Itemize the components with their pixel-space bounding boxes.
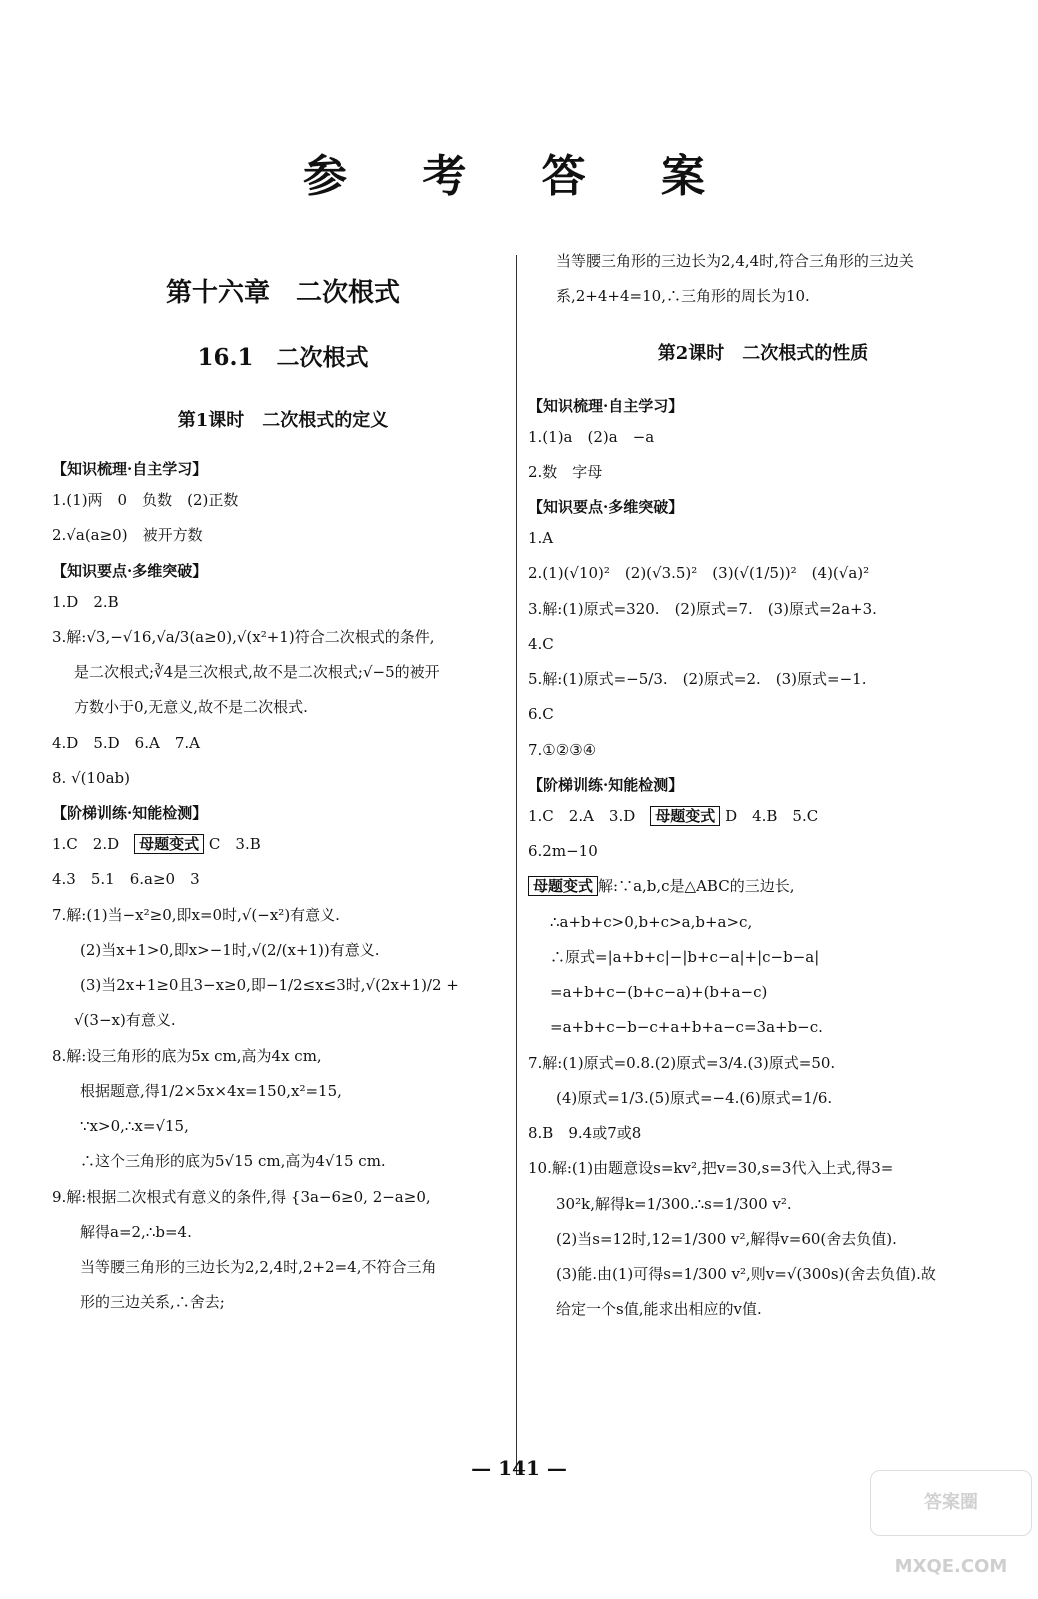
answer-line: 2.(1)(√10)² (2)(√3.5)² (3)(√(1/5))² (4)(√a)²: [528, 564, 870, 583]
page-title: 参 考 答 案: [303, 151, 735, 202]
answer-line: 当等腰三角形的三边长为2,2,4时,2+2=4,不符合三角: [80, 1258, 437, 1276]
variant-badge: 母题变式: [650, 806, 720, 826]
answer-line: 3.解:(1)原式=320. (2)原式=7. (3)原式=2a+3.: [528, 599, 877, 618]
answer-line: 解得a=2,∴b=4.: [80, 1222, 192, 1241]
answer-line: 7.解:(1)原式=0.8.(2)原式=3/4.(3)原式=50.: [528, 1053, 836, 1072]
answer-text: 解:∵a,b,c是△ABC的三边长,: [598, 877, 795, 896]
answer-line: [52, 833, 514, 856]
answer-line: (3)当2x+1≥0且3−x≥0,即−1/2≤x≤3时,√(2x+1)/2 +: [80, 976, 459, 994]
answer-line: [528, 805, 998, 828]
answer-line: 1.(1)两 0 负数 (2)正数: [52, 491, 239, 509]
right-continued-text: [528, 250, 998, 309]
answer-line: 8.解:设三角形的底为5x cm,高为4x cm,: [52, 1046, 322, 1065]
left-column: [52, 250, 514, 1327]
answer-line: 4.3 5.1 6.a≥0 3: [52, 870, 200, 889]
answer-line: 给定一个s值,能求出相应的v值.: [556, 1300, 762, 1319]
chapter-title: 第十六章 二次根式: [165, 278, 400, 308]
answer-line: ∵x>0,∴x=√15,: [80, 1117, 189, 1135]
answer-line: 1.(1)a (2)a −a: [528, 427, 655, 446]
answer-line: (2)当x+1>0,即x>−1时,√(2/(x+1))有意义.: [80, 940, 380, 959]
answer-line: 8. √(10ab): [52, 768, 130, 787]
section-heading: 【知识要点·多维突破】: [52, 561, 208, 580]
section-title: 16.1 二次根式: [197, 344, 369, 371]
answer-line: [528, 875, 998, 898]
answer-line: 6.2m−10: [528, 842, 598, 860]
section-heading: 【阶梯训练·知能检测】: [528, 775, 684, 794]
answer-line: 6.C: [528, 705, 554, 724]
answer-line: 根据题意,得1/2×5x×4x=150,x²=15,: [80, 1081, 342, 1100]
watermark-logo: 答案圈 MXQE.COM: [870, 1470, 1032, 1536]
answer-line: 7.解:(1)当−x²≥0,即x=0时,√(−x²)有意义.: [52, 905, 340, 924]
section-heading: 【阶梯训练·知能检测】: [52, 804, 208, 822]
answer-line: (2)当s=12时,12=1/300 v²,解得v=60(舍去负值).: [556, 1229, 897, 1248]
answer-line: 2.数 字母: [528, 462, 603, 481]
answer-line: 3.解:√3,−√16,√a/3(a≥0),√(x²+1)符合二次根式的条件,: [52, 627, 435, 646]
answer-line: ∴a+b+c>0,b+c>a,b+a>c,: [550, 912, 753, 931]
answer-line: (4)原式=1/3.(5)原式=−4.(6)原式=1/6.: [556, 1088, 833, 1107]
answer-line: =a+b+c−(b+c−a)+(b+a−c): [550, 983, 768, 1001]
right-answer-list: [528, 395, 998, 1322]
answer-line: 1.D 2.B: [52, 592, 119, 611]
answer-line: =a+b+c−b−c+a+b+a−c=3a+b−c.: [550, 1018, 823, 1037]
answer-line: 10.解:(1)由题意设s=kv²,把v=30,s=3代入上式,得3=: [528, 1159, 894, 1178]
answer-line: 方数小于0,无意义,故不是二次根式.: [74, 698, 308, 717]
variant-badge: 母题变式: [134, 834, 204, 854]
lesson-title: 第1课时 二次根式的定义: [177, 410, 389, 431]
answer-line: 1.A: [528, 529, 554, 547]
section-heading: 【知识要点·多维突破】: [528, 498, 684, 516]
variant-badge: 母题变式: [528, 876, 598, 896]
section-heading: 【知识梳理·自主学习】: [52, 460, 208, 478]
answer-line: 系,2+4+4=10,∴三角形的周长为10.: [556, 287, 810, 306]
answer-line: 4.C: [528, 634, 554, 653]
column-divider: [516, 255, 517, 1475]
lesson-title: 第2课时 二次根式的性质: [657, 342, 869, 364]
answer-line: 当等腰三角形的三边长为2,4,4时,符合三角形的三边关: [556, 252, 914, 270]
section-heading: 【知识梳理·自主学习】: [528, 396, 684, 415]
answer-text: D 4.B 5.C: [720, 806, 819, 825]
answer-line: 4.D 5.D 6.A 7.A: [52, 733, 200, 752]
answer-line: ∴原式=|a+b+c|−|b+c−a|+|c−b−a|: [550, 947, 820, 966]
answer-line: (3)能.由(1)可得s=1/300 v²,则v=√(300s)(舍去负值).故: [556, 1265, 936, 1283]
answer-line: √(3−x)有意义.: [74, 1011, 176, 1030]
answer-line: 5.解:(1)原式=−5/3. (2)原式=2. (3)原式=−1.: [528, 670, 867, 688]
answer-line: 9.解:根据二次根式有意义的条件,得 {3a−6≥0, 2−a≥0,: [52, 1187, 431, 1206]
answer-line: 30²k,解得k=1/300.∴s=1/300 v².: [556, 1194, 792, 1213]
answer-line: 8.B 9.4或7或8: [528, 1124, 642, 1142]
page-number: — 141 —: [471, 1456, 567, 1480]
answer-line: 形的三边关系,∴舍去;: [80, 1293, 225, 1312]
answer-line: 2.√a(a≥0) 被开方数: [52, 526, 203, 545]
answer-text: 1.C 2.A 3.D: [528, 806, 651, 825]
right-column: [528, 250, 998, 1334]
answer-text: C 3.B: [204, 835, 261, 853]
answer-text: 1.C 2.D: [52, 835, 135, 853]
answer-line: ∴这个三角形的底为5√15 cm,高为4√15 cm.: [80, 1152, 386, 1171]
answer-line: 7.①②③④: [528, 740, 597, 759]
answer-line: 是二次根式;∛4是三次根式,故不是二次根式;√−5的被开: [74, 663, 440, 681]
left-answer-list: [52, 458, 514, 1315]
